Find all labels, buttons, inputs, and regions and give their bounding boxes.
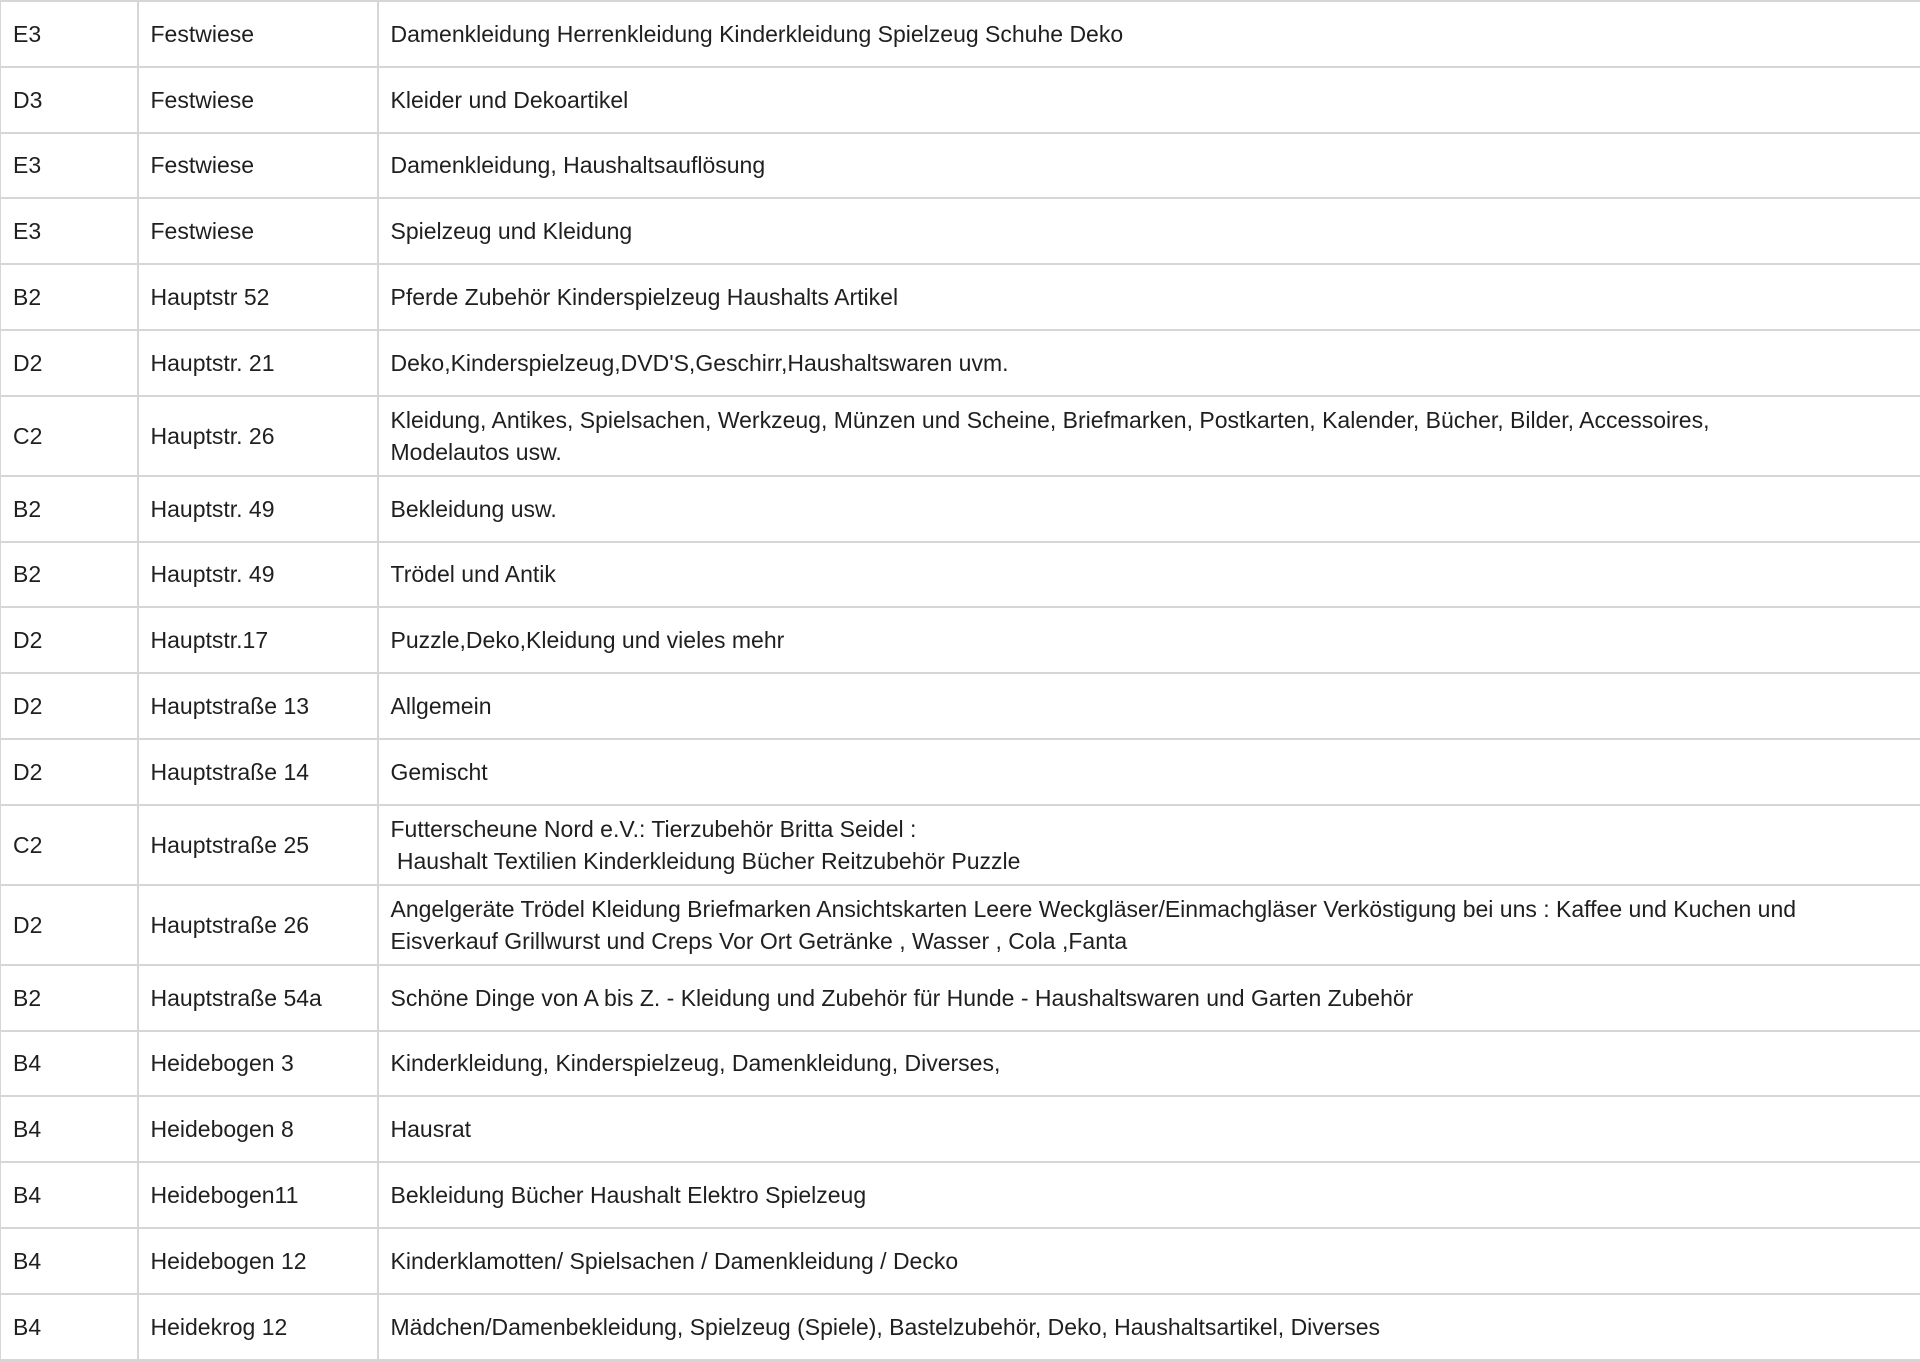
address-cell: Festwiese <box>138 198 378 264</box>
table-row <box>1 885 1920 965</box>
description-cell <box>378 1031 1920 1097</box>
table-row <box>1 805 1920 885</box>
description-line: Hausrat <box>391 1113 1908 1145</box>
address-cell: Hauptstr. 26 <box>138 396 378 476</box>
address-cell: Hauptstraße 14 <box>138 739 378 805</box>
description-line: Kinderklamotten/ Spielsachen / Damenkleidung / Decko <box>391 1245 1908 1277</box>
table-row <box>1 264 1920 330</box>
description-line: Kinderkleidung, Kinderspielzeug, Damenkleidung, Diverses, <box>391 1047 1908 1079</box>
address-cell: Hauptstr 52 <box>138 264 378 330</box>
description-cell <box>378 805 1920 885</box>
description-cell <box>378 133 1920 199</box>
table-row <box>1 1 1920 67</box>
table-row <box>1 739 1920 805</box>
table-row <box>1 330 1920 396</box>
description-cell <box>378 739 1920 805</box>
description-line: Modelautos usw. <box>391 436 1908 468</box>
description-line: Kleidung, Antikes, Spielsachen, Werkzeug, Münzen und Scheine, Briefmarken, Postkarten, Kalender, Bücher, Bilder, Accessoires, <box>391 404 1908 436</box>
description-line: Damenkleidung Herrenkleidung Kinderkleidung Spielzeug Schuhe Deko <box>391 18 1908 50</box>
description-line: Futterscheune Nord e.V.: Tierzubehör Britta Seidel : <box>391 813 1908 845</box>
table-row <box>1 396 1920 476</box>
description-cell <box>378 476 1920 542</box>
grid-cell: E3 <box>1 133 138 199</box>
address-cell: Festwiese <box>138 133 378 199</box>
description-cell <box>378 198 1920 264</box>
address-cell: Heidebogen11 <box>138 1162 378 1228</box>
description-cell <box>378 264 1920 330</box>
description-line: Haushalt Textilien Kinderkleidung Bücher Reitzubehör Puzzle <box>391 845 1908 877</box>
description-cell <box>378 542 1920 608</box>
description-cell <box>378 1294 1920 1360</box>
description-cell <box>378 1096 1920 1162</box>
description-line: Pferde Zubehör Kinderspielzeug Haushalts Artikel <box>391 281 1908 313</box>
address-cell: Heidebogen 8 <box>138 1096 378 1162</box>
grid-cell: C2 <box>1 396 138 476</box>
description-line: Trödel und Antik <box>391 558 1908 590</box>
grid-cell: D2 <box>1 607 138 673</box>
description-cell <box>378 885 1920 965</box>
grid-cell: B4 <box>1 1162 138 1228</box>
grid-cell: D3 <box>1 67 138 133</box>
description-line: Damenkleidung, Haushaltsauflösung <box>391 149 1908 181</box>
grid-cell: B2 <box>1 264 138 330</box>
grid-cell: D2 <box>1 673 138 739</box>
grid-cell: D2 <box>1 330 138 396</box>
address-cell: Hauptstraße 26 <box>138 885 378 965</box>
grid-cell: B4 <box>1 1096 138 1162</box>
address-cell: Hauptstraße 25 <box>138 805 378 885</box>
address-cell: Hauptstraße 54a <box>138 965 378 1031</box>
table-row <box>1 198 1920 264</box>
table-row <box>1 1294 1920 1360</box>
description-line: Mädchen/Damenbekleidung, Spielzeug (Spiele), Bastelzubehör, Deko, Haushaltsartikel, Diverses <box>391 1311 1908 1343</box>
description-line: Gemischt <box>391 756 1908 788</box>
grid-cell: B4 <box>1 1228 138 1294</box>
address-cell: Hauptstr. 49 <box>138 542 378 608</box>
address-cell: Hauptstr.17 <box>138 607 378 673</box>
grid-cell: E3 <box>1 198 138 264</box>
description-line: Allgemein <box>391 690 1908 722</box>
description-cell <box>378 607 1920 673</box>
description-cell <box>378 396 1920 476</box>
address-cell: Heidebogen 12 <box>138 1228 378 1294</box>
grid-cell: D2 <box>1 885 138 965</box>
table-row <box>1 673 1920 739</box>
grid-cell: B4 <box>1 1031 138 1097</box>
table-row <box>1 476 1920 542</box>
address-cell: Heidebogen 3 <box>138 1031 378 1097</box>
description-line: Bekleidung usw. <box>391 493 1908 525</box>
table-row <box>1 1096 1920 1162</box>
description-line: Puzzle,Deko,Kleidung und vieles mehr <box>391 624 1908 656</box>
grid-cell: B2 <box>1 476 138 542</box>
grid-cell: B4 <box>1 1294 138 1360</box>
grid-cell: E3 <box>1 1 138 67</box>
description-cell <box>378 1 1920 67</box>
description-cell <box>378 67 1920 133</box>
address-cell: Heidekrog 12 <box>138 1294 378 1360</box>
table-row <box>1 607 1920 673</box>
grid-cell: B2 <box>1 542 138 608</box>
address-cell: Hauptstr. 21 <box>138 330 378 396</box>
address-cell: Festwiese <box>138 1 378 67</box>
description-cell <box>378 330 1920 396</box>
table-row <box>1 133 1920 199</box>
description-line: Eisverkauf Grillwurst und Creps Vor Ort Getränke , Wasser , Cola ,Fanta <box>391 925 1908 957</box>
table-row <box>1 965 1920 1031</box>
address-cell: Hauptstraße 13 <box>138 673 378 739</box>
description-line: Kleider und Dekoartikel <box>391 84 1908 116</box>
grid-cell: D2 <box>1 739 138 805</box>
description-line: Deko,Kinderspielzeug,DVD'S,Geschirr,Haushaltswaren uvm. <box>391 347 1908 379</box>
address-cell: Hauptstr. 49 <box>138 476 378 542</box>
description-line: Spielzeug und Kleidung <box>391 215 1908 247</box>
description-cell <box>378 1162 1920 1228</box>
grid-cell: C2 <box>1 805 138 885</box>
table-row <box>1 542 1920 608</box>
table-row <box>1 67 1920 133</box>
description-line: Angelgeräte Trödel Kleidung Briefmarken Ansichtskarten Leere Weckgläser/Einmachgläser Verköstigung bei uns : Kaffee und Kuchen und <box>391 893 1908 925</box>
description-cell <box>378 965 1920 1031</box>
description-line: Bekleidung Bücher Haushalt Elektro Spielzeug <box>391 1179 1908 1211</box>
description-cell <box>378 1228 1920 1294</box>
table-body <box>1 1 1920 1360</box>
table-row <box>1 1031 1920 1097</box>
description-cell <box>378 673 1920 739</box>
description-line: Schöne Dinge von A bis Z. - Kleidung und Zubehör für Hunde - Haushaltswaren und Garten Zubehör <box>391 982 1908 1014</box>
address-cell: Festwiese <box>138 67 378 133</box>
grid-cell: B2 <box>1 965 138 1031</box>
table-row <box>1 1162 1920 1228</box>
table-row <box>1 1228 1920 1294</box>
